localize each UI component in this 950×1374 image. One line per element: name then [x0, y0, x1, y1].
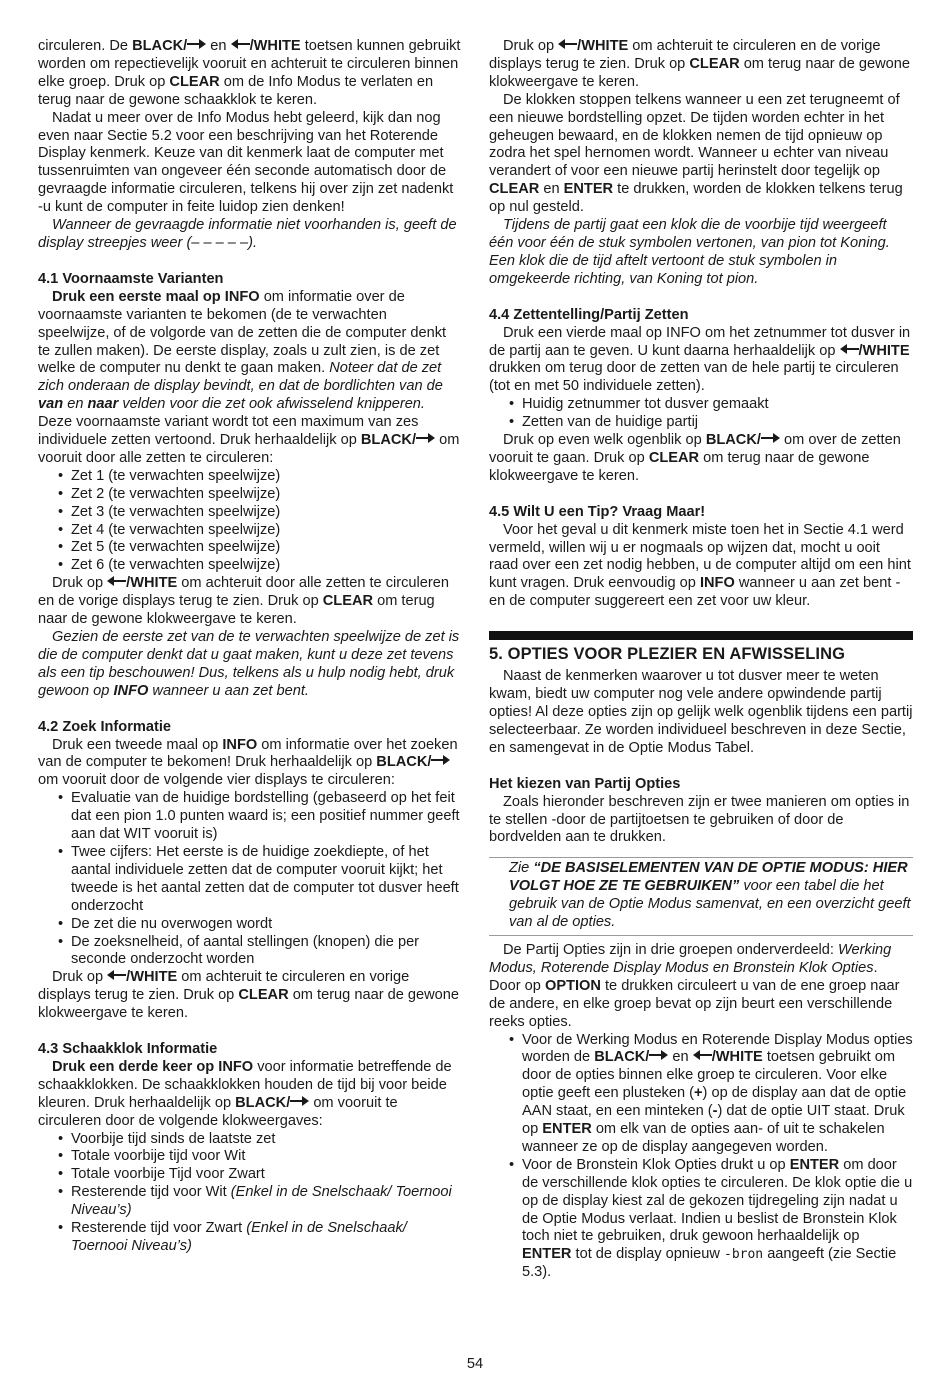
sub-heading-partij-opties: Het kiezen van Partij Opties: [489, 775, 681, 792]
section-5-paragraph-3: De Partij Opties zijn in drie groepen onderverdeeld: Werking Modus, Roterende Display Modus en Bronstein Klok Opties. Door op OPTION te drukken circuleert u van de ene groep naar de andere, en elke groep bevat op zijn beurt een verschillende reeks opties.: [489, 941, 900, 1030]
right-arrow-icon: [761, 433, 780, 443]
list-item: • De zoeksnelheid, of aantal stellingen (knopen) die per seconde onderzocht worden: [71, 934, 462, 970]
clock-paragraph-2: De klokken stoppen telkens wanneer u een zet terugneemt of een nieuwe bordstelling opzet. De tijden worden echter in het geheugen bewaard, en de klokken nemen de tijd opnieuw op zodra het spel hernomen wordt. Wanneer u echter van niveau verandert of voor een nieuwe partij herinstelt door tegelijk op CLEAR en ENTER te drukken, worden de klokken telkens terug op nul gesteld.: [489, 91, 903, 216]
intro-paragraph-2: Nadat u meer over de Info Modus hebt geleerd, kijk dan nog even naar Sectie 5.2 voor een beschrijving van het Roterende Display kenmerk. Keuze van dit kenmerk laat de computer met tussenruimten van ongeveer één seconde automatisch door de gevraagde informatie circuleren, telkens hij over zijn zet nadenkt -u kunt de computer in feite luidop zien denken!: [38, 109, 454, 216]
left-arrow-icon: [840, 344, 859, 354]
list-item: • Zetten van de huidige partij: [522, 414, 913, 432]
section-4-4-list: [489, 396, 913, 432]
list-item: • De zet die nu overwogen wordt: [71, 916, 462, 934]
clock-paragraph-1: Druk op /WHITE om achteruit te circuleren en de vorige displays terug te zien. Druk op CLEAR om terug naar de gewone klokweergave te keren.: [489, 38, 911, 90]
left-arrow-icon: [693, 1050, 712, 1060]
left-arrow-icon: [107, 576, 126, 586]
section-4-1-list: [38, 468, 462, 575]
section-4-3-paragraph-1: Druk een derde keer op INFO voor informatie betreffende de schaakklokken. De schaakklokken houden de tijd bij voor beide kleuren. Druk herhaaldelijk op BLACK/ om vooruit te circuleren door de volgende klokweergaves:: [38, 1058, 452, 1129]
list-item: • Zet 5 (te verwachten speelwijze): [71, 539, 462, 557]
list-item: • Huidig zetnummer tot dusver gemaakt: [522, 396, 913, 414]
list-item: • Zet 4 (te verwachten speelwijze): [71, 522, 462, 540]
left-arrow-icon: [231, 39, 250, 49]
list-item: • Zet 3 (te verwachten speelwijze): [71, 504, 462, 522]
right-arrow-icon: [416, 433, 435, 443]
list-item: • Zet 2 (te verwachten speelwijze): [71, 486, 462, 504]
section-heading-4-3: 4.3 Schaakklok Informatie: [38, 1041, 218, 1058]
section-5-list: [489, 1032, 913, 1283]
list-item: • Twee cijfers: Het eerste is de huidige zoekdiepte, of het aantal individuele zetten dat de computer vooruit kijkt; het tweede is het aantal zetten dat de computer tot dusver heeft onderzocht: [71, 844, 462, 916]
list-item: • Voorbije tijd sinds de laatste zet: [71, 1131, 462, 1149]
list-item: • Totale voorbije Tijd voor Zwart: [71, 1166, 462, 1184]
section-5-paragraph-1: Naast de kenmerken waarover u tot dusver meer te weten kwam, biedt uw computer nog vele andere opwindende partij opties! Al deze opties zijn op gelijk welk ogenblik tijdens een partij selecteerbaar. Ze worden individueel beschreven in deze Sectie, en samengevat in de Optie Modus Tabel.: [489, 668, 913, 756]
section-5-paragraph-2: Zoals hieronder beschreven zijn er twee manieren om opties in te stellen -door de partijtoetsen te gebruiken of door de bordvelden aan te drukken.: [489, 793, 910, 846]
right-arrow-icon: [187, 39, 206, 49]
section-4-2-paragraph-2: Druk op /WHITE om achteruit te circuleren en vorige displays terug te zien. Druk op CLEAR om terug naar de gewone klokweergave te keren.: [38, 969, 460, 1022]
section-4-2-paragraph-1: Druk een tweede maal op INFO om informatie over het zoeken van de computer te bekomen! Druk herhaaldelijk op BLACK/ om vooruit door de volgende vier displays te circuleren:: [38, 736, 458, 789]
list-item: • Voor de Bronstein Klok Opties drukt u op ENTER om door de verschillende klok opties te circuleren. De klok optie die u op de display kiest zal de gekozen tijdregeling zijn nadat u de Optie Modus verlaat. Indien u beslist de Bronstein Klok toch niet te gebruiken, druk gewoon herhaaldelijk op ENTER tot de display opnieuw -bron aangeeft (zie Sectie 5.3).: [522, 1157, 913, 1282]
page-number: 54: [466, 1356, 484, 1372]
section-heading-4-2: 4.2 Zoek Informatie: [38, 718, 172, 735]
section-divider-bar: [489, 631, 913, 640]
section-4-1-tip: Gezien de eerste zet van de te verwachten speelwijze de zet is die de computer denkt dat u gaat maken, kunt u deze zet tevens als een tip beschouwen! Dus, telkens als u hulp nodig hebt, druk gewoon op INFO wanneer u aan zet bent.: [38, 629, 460, 699]
list-item: • Resterende tijd voor Zwart (Enkel in de Snelschaak/ Toernooi Niveau’s): [71, 1220, 462, 1256]
section-4-5-paragraph-1: Voor het geval u dit kenmerk miste toen het in Sectie 4.1 werd vermeld, willen wij u er nogmaals op wijzen dat, mocht u ooit raad over een zet nodig hebben, u de computer altijd om een hint kunt vragen. Druk eenvoudig op INFO wanneer u aan zet bent -en de computer suggereert een zet voor uw kleur.: [489, 521, 911, 610]
option-mode-note: Zie “DE BASISELEMENTEN VAN DE OPTIE MODUS: HIER VOLGT HOE ZE TE GEBRUIKEN” voor een tabel die het gebruik van de Optie Modus samenvat, en een overzicht geeft van al de opties.: [489, 857, 913, 936]
section-4-1-paragraph-1: Druk een eerste maal op INFO om informatie over de voornaamste varianten te bekomen (de te verwachten speelwijze, of de volgorde van de zetten die de computer denkt te zullen maken). De eerste display, zoals u zult zien, is de zet welke de computer nu denkt te gaan maken. Noteer dat de zet zich onderaan de display bevindt, en dat de bordlichten van de van en naar velden voor die zet ook afwisselend knipperen. Deze voornaamste variant wordt tot een maximum van zes individuele zetten vertoond. Druk herhaaldelijk op BLACK/ om vooruit door alle zetten te circuleren:: [38, 288, 460, 466]
list-item: • Zet 6 (te verwachten speelwijze): [71, 557, 462, 575]
right-column: [489, 38, 913, 1282]
section-4-3-list: [38, 1131, 462, 1256]
list-item: • Evaluatie van de huidige bordstelling (gebaseerd op het feit dat een pion 1.0 punten waard is; een positief nummer geeft aan dat WIT vooruit is): [71, 790, 462, 844]
left-column: [38, 38, 462, 1256]
list-item: • Totale voorbije tijd voor Wit: [71, 1148, 462, 1166]
clock-note: Tijdens de partij gaat een klok die de voorbije tijd weergeeft één voor één de stuk symbolen vertonen, van pion tot Koning. Een klok die de tijd aftelt vertoont de stuk symbolen in omgekeerde richting, van Koning tot pion.: [489, 217, 890, 287]
right-arrow-icon: [649, 1050, 668, 1060]
section-4-1-paragraph-2: Druk op /WHITE om achteruit door alle zetten te circuleren en de vorige displays terug te zien. Druk op CLEAR om terug naar de gewone klokweergave te keren.: [38, 575, 449, 628]
left-arrow-icon: [558, 39, 577, 49]
left-arrow-icon: [107, 970, 126, 980]
lcd-display-text: -bron: [724, 1247, 764, 1263]
section-4-4-paragraph-1: Druk een vierde maal op INFO om het zetnummer tot dusver in de partij aan te geven. U kunt daarna herhaaldelijk op /WHITE drukken om terug door de zetten van de hele partij te circuleren (tot en met 50 individuele zetten).: [489, 324, 911, 395]
section-4-2-list: [38, 790, 462, 969]
section-4-4-paragraph-2: Druk op even welk ogenblik op BLACK/ om over de zetten vooruit te gaan. Druk op CLEAR om terug naar de gewone klokweergave te keren.: [489, 432, 901, 484]
right-arrow-icon: [431, 755, 450, 765]
section-heading-4-1: 4.1 Voornaamste Varianten: [38, 270, 224, 287]
section-heading-4-5: 4.5 Wilt U een Tip? Vraag Maar!: [489, 503, 706, 520]
intro-note: Wanneer de gevraagde informatie niet voorhanden is, geeft de display streepjes weer (– – – – –).: [38, 217, 457, 251]
intro-paragraph-1: circuleren. De BLACK/ en /WHITE toetsen kunnen gebruikt worden om repectievelijk vooruit en achteruit te circuleren binnen elke groep. Druk op CLEAR om de Info Modus te verlaten en terug naar de gewone schaakklok te keren.: [38, 38, 461, 108]
right-arrow-icon: [290, 1096, 309, 1106]
section-heading-5: 5. OPTIES VOOR PLEZIER EN AFWISSELING: [489, 645, 846, 664]
section-heading-4-4: 4.4 Zettentelling/Partij Zetten: [489, 306, 689, 323]
list-item: • Voor de Werking Modus en Roterende Display Modus opties worden de BLACK/ en /WHITE toetsen gebruikt om door de opties binnen elke groep te circuleren. Voor elke optie geeft een plusteken (+) op de display aan dat de optie AAN staat, en een minteken (-) dat de optie UIT staat. Druk op ENTER om elk van de opties aan- of uit te schakelen wanneer ze op de display aangegeven worden.: [522, 1032, 913, 1157]
list-item: • Zet 1 (te verwachten speelwijze): [71, 468, 462, 486]
list-item: • Resterende tijd voor Wit (Enkel in de Snelschaak/ Toernooi Niveau’s): [71, 1184, 462, 1220]
